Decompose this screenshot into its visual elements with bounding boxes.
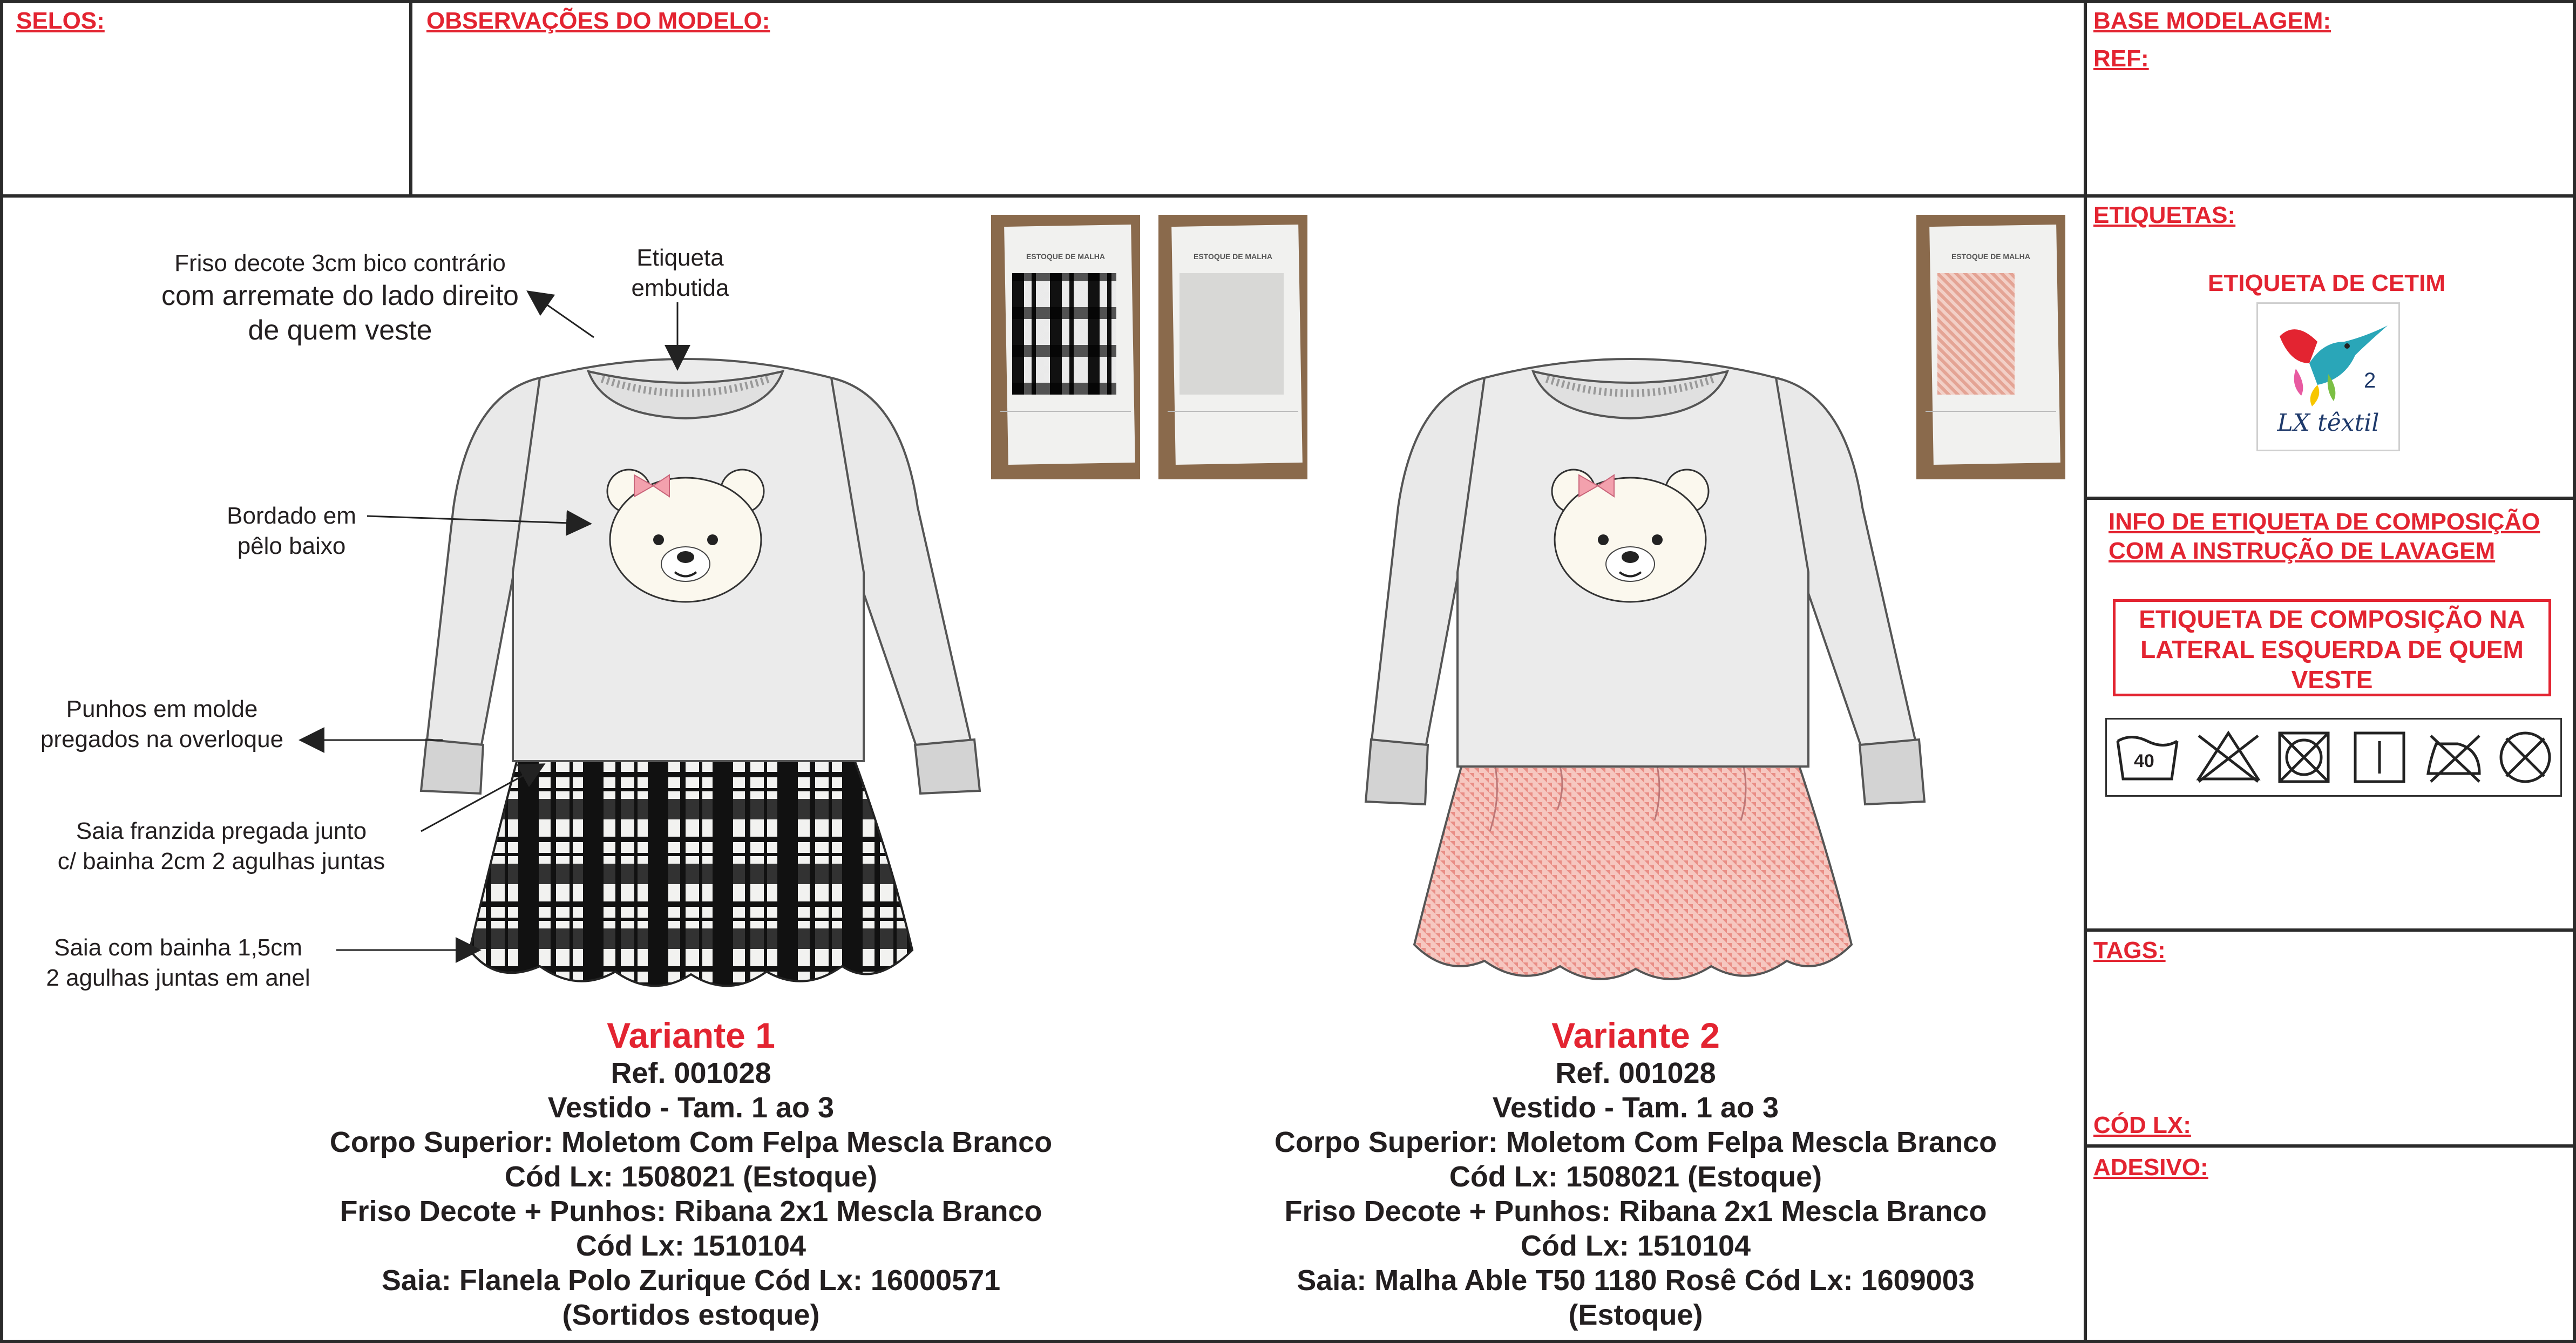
sidebar-line-3 <box>2085 1144 2576 1148</box>
annotation-punhos: Punhos em molde pregados na overloque <box>40 696 284 752</box>
etiqueta-cetim-label: ETIQUETA DE CETIM <box>2208 270 2445 296</box>
stock-photo-pink: ESTOQUE DE MALHA <box>1916 215 2065 479</box>
selos-label: SELOS: <box>16 8 105 34</box>
annotation-saia-franzida: Saia franzida pregada junto c/ bainha 2cm 2 agulhas juntas <box>57 818 385 874</box>
tags-label: TAGS: <box>2093 937 2166 964</box>
variant-1-title: Variante 1 <box>607 1015 775 1055</box>
border-right <box>2573 0 2576 1343</box>
adesivo-label: ADESIVO: <box>2093 1154 2208 1181</box>
stock-photo-plaid: ESTOQUE DE MALHA <box>991 215 1140 479</box>
annotation-friso: Friso decote 3cm bico contrário com arremate do lado direito de quem veste <box>161 250 519 346</box>
sidebar-line-1 <box>2085 497 2576 500</box>
variant-2-caption: Variante 2 Ref. 001028 Vestido - Tam. 1 ao 3 Corpo Superior: Moletom Com Felpa Mescla Branco Cód Lx: 1508021 (Estoque) Friso Decote + Punhos: Ribana 2x1 Mescla Branco Cód Lx: 1510104 Saia: Malha Able T50 1180 Rosê Cód Lx: 1609003 (Estoque) <box>1161 1015 2111 1332</box>
logo-number: 2 <box>2364 369 2376 392</box>
wash-temp: 40 <box>2134 751 2154 771</box>
info-composicao-label: INFO DE ETIQUETA DE COMPOSIÇÃO COM A INSTRUÇÃO DE LAVAGEM <box>2109 508 2540 564</box>
annotation-bordado: Bordado em pêlo baixo <box>227 503 356 559</box>
observacoes-label: OBSERVAÇÕES DO MODELO: <box>426 8 770 34</box>
ref-label: REF: <box>2093 45 2149 72</box>
lx-textil-logo <box>2256 302 2400 451</box>
variant-2-title: Variante 2 <box>1551 1015 1720 1055</box>
annotation-saia-bainha: Saia com bainha 1,5cm 2 agulhas juntas em anel <box>46 934 310 991</box>
composicao-box: ETIQUETA DE COMPOSIÇÃO NA LATERAL ESQUERDA DE QUEM VESTE <box>2113 599 2551 696</box>
wash-symbols <box>2105 718 2562 797</box>
cod-lx-label: CÓD LX: <box>2093 1112 2191 1138</box>
annotation-etiqueta: Etiqueta embutida <box>631 245 729 301</box>
sidebar-line-2 <box>2085 928 2576 932</box>
etiquetas-label: ETIQUETAS: <box>2093 202 2236 228</box>
base-modelagem-label: BASE MODELAGEM: <box>2093 8 2331 34</box>
variant-1-caption: Variante 1 Ref. 001028 Vestido - Tam. 1 ao 3 Corpo Superior: Moletom Com Felpa Mescla Branco Cód Lx: 1508021 (Estoque) Friso Decote + Punhos: Ribana 2x1 Mescla Branco Cód Lx: 1510104 Saia: Flanela Polo Zurique Cód Lx: 16000571 (Sortidos estoque) <box>216 1015 1166 1332</box>
care-symbols-icon <box>2107 720 2560 795</box>
logo-text: LX têxtil <box>2277 409 2380 437</box>
stock-photo-mescla: ESTOQUE DE MALHA <box>1158 215 1307 479</box>
